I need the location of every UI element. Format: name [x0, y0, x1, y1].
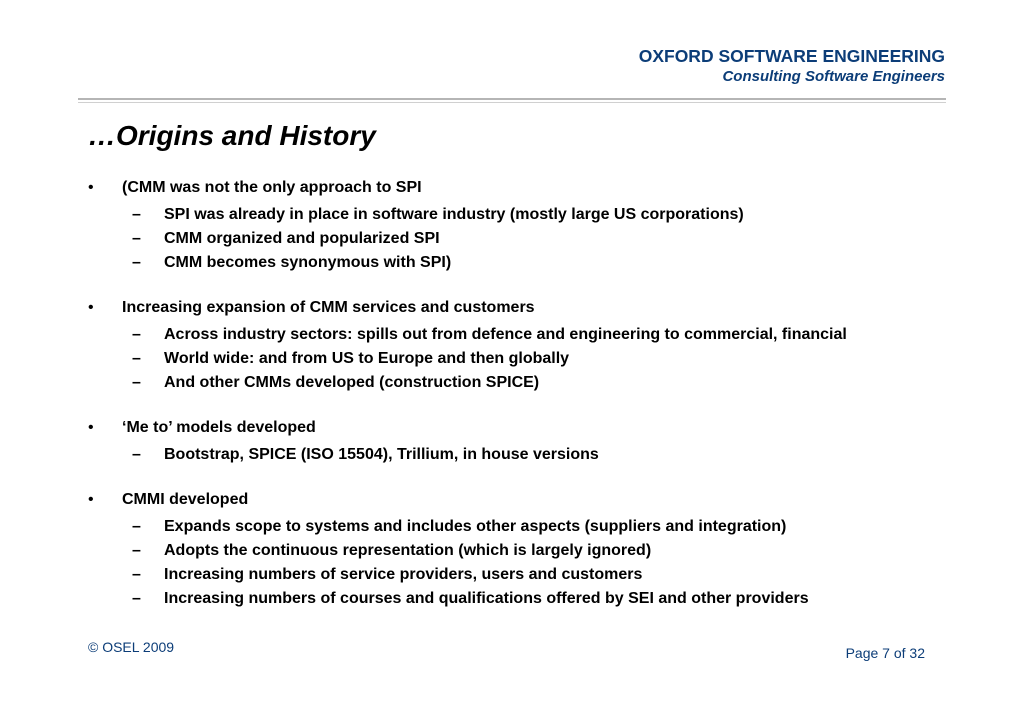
- bullet-group: [88, 176, 888, 272]
- sub-bullet-text: Adopts the continuous representation (which is largely ignored): [164, 542, 652, 559]
- sub-bullet-item: [88, 350, 888, 368]
- sub-bullet-item: [88, 566, 888, 584]
- dash-mark: –: [132, 566, 141, 583]
- dash-mark: –: [132, 206, 141, 223]
- sub-bullet-text: World wide: and from US to Europe and then globally: [164, 350, 570, 367]
- sub-bullet-item: [88, 230, 888, 248]
- bullet-mark: •: [88, 299, 94, 316]
- bullet-mark: •: [88, 419, 94, 436]
- header-divider-secondary: [78, 102, 946, 103]
- dash-mark: –: [132, 518, 141, 535]
- slide-header: [639, 46, 945, 87]
- company-tagline: Consulting Software Engineers: [722, 68, 945, 85]
- sub-bullet-text: Increasing numbers of courses and qualifications offered by SEI and other providers: [164, 590, 809, 607]
- dash-mark: –: [132, 446, 141, 463]
- sub-bullet-item: [88, 374, 888, 392]
- sub-bullet-text: Expands scope to systems and includes other aspects (suppliers and integration): [164, 518, 787, 535]
- bullet-group: [88, 416, 888, 464]
- dash-mark: –: [132, 350, 141, 367]
- sub-bullet-text: CMM organized and popularized SPI: [164, 230, 440, 247]
- bullet-text: (CMM was not the only approach to SPI: [122, 179, 422, 196]
- bullet-group: [88, 488, 888, 608]
- bullet-text: Increasing expansion of CMM services and customers: [122, 299, 535, 316]
- sub-bullet-item: [88, 446, 888, 464]
- dash-mark: –: [132, 542, 141, 559]
- sub-bullet-text: Bootstrap, SPICE (ISO 15504), Trillium, in house versions: [164, 446, 599, 463]
- sub-bullet-item: [88, 590, 888, 608]
- bullet-item: [88, 176, 888, 200]
- sub-bullet-text: CMM becomes synonymous with SPI): [164, 254, 452, 271]
- dash-mark: –: [132, 374, 141, 391]
- bullet-item: [88, 296, 888, 320]
- slide-title: …Origins and History: [88, 120, 376, 151]
- header-divider: [78, 98, 946, 100]
- sub-bullet-item: [88, 326, 888, 344]
- dash-mark: –: [132, 254, 141, 271]
- sub-bullet-item: [88, 518, 888, 536]
- bullet-item: [88, 488, 888, 512]
- bullet-mark: •: [88, 491, 94, 508]
- page-number: Page 7 of 32: [845, 645, 925, 661]
- bullet-text: CMMI developed: [122, 491, 249, 508]
- slide-body: [88, 176, 888, 632]
- copyright-notice: © OSEL 2009: [88, 639, 175, 655]
- sub-bullet-text: SPI was already in place in software industry (mostly large US corporations): [164, 206, 744, 223]
- dash-mark: –: [132, 590, 141, 607]
- bullet-item: [88, 416, 888, 440]
- bullet-group: [88, 296, 888, 392]
- sub-bullet-text: Across industry sectors: spills out from defence and engineering to commercial, financial: [164, 326, 847, 343]
- dash-mark: –: [132, 326, 141, 343]
- dash-mark: –: [132, 230, 141, 247]
- sub-bullet-text: Increasing numbers of service providers, users and customers: [164, 566, 643, 583]
- company-name: OXFORD SOFTWARE ENGINEERING: [638, 46, 945, 66]
- sub-bullet-item: [88, 206, 888, 224]
- sub-bullet-item: [88, 254, 888, 272]
- bullet-text: ‘Me to’ models developed: [122, 419, 316, 436]
- bullet-mark: •: [88, 179, 94, 196]
- sub-bullet-item: [88, 542, 888, 560]
- sub-bullet-text: And other CMMs developed (construction SPICE): [164, 374, 540, 391]
